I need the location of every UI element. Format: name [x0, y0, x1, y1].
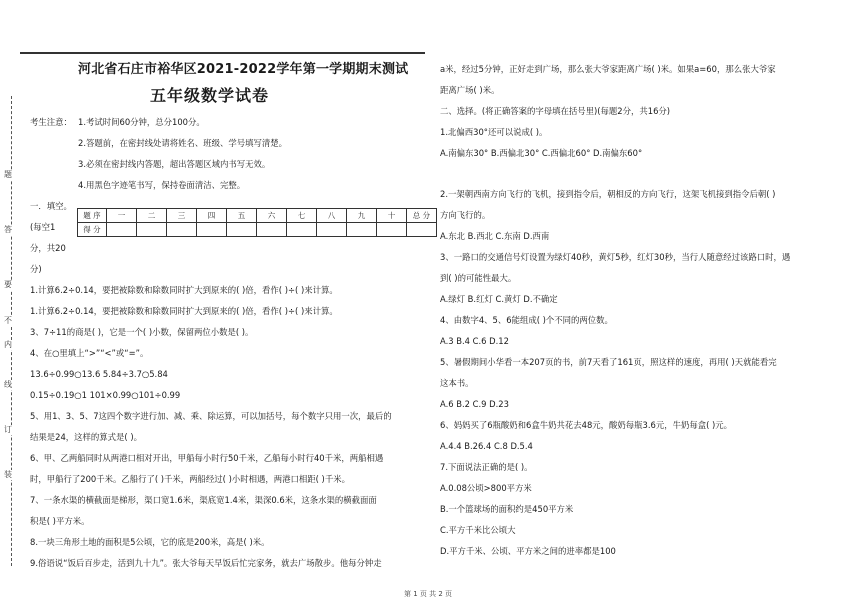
- score-input-cell[interactable]: [257, 223, 287, 237]
- score-table-cell: 十: [377, 209, 407, 223]
- score-table-cell: 得 分: [78, 223, 107, 237]
- score-input-cell[interactable]: [227, 223, 257, 237]
- choice-options: A.3 B.4 C.6 D.12: [440, 336, 509, 346]
- choice-option: D.平方千米、公顷、平方米之间的进率都是100: [440, 546, 616, 556]
- binding-char: 装: [4, 470, 12, 479]
- question-line: 到( )的可能性最大。: [440, 273, 517, 283]
- question-line: 8.一块三角形土地的面积是5公顷，它的底是200米，高是( )米。: [30, 537, 270, 547]
- score-table-cell: 三: [167, 209, 197, 223]
- score-table-cell: 题 序: [78, 209, 107, 223]
- score-table-header-row: [78, 209, 437, 223]
- question-line: 结果是24，这样的算式是( )。: [30, 432, 142, 442]
- choice-options: A.6 B.2 C.9 D.23: [440, 399, 509, 409]
- section-title: 二、选择。(将正确答案的字母填在括号里)(每题2分，共16分): [440, 106, 671, 116]
- question-line: 3、一路口的交通信号灯设置为绿灯40秒，黄灯5秒，红灯30秒，当行人随意经过该路口时，遇: [440, 252, 791, 262]
- question-line: 5、暑假期间小华看一本207页的书，前7天看了161页，照这样的速度，再用( )天就能看完: [440, 357, 777, 367]
- score-table-cell: 二: [137, 209, 167, 223]
- choice-option: C.平方千米比公顷大: [440, 525, 516, 535]
- binding-char: 订: [4, 425, 12, 434]
- choice-options: A.绿灯 B.红灯 C.黄灯 D.不确定: [440, 294, 558, 304]
- binding-char: 线: [4, 380, 12, 389]
- notice-item: 3.必须在密封线内答题，超出答题区域内书写无效。: [78, 159, 271, 169]
- exam-subtitle: 五年级数学试卷: [150, 86, 270, 105]
- score-table-cell: 七: [287, 209, 317, 223]
- choice-options: A.南偏东30° B.西偏北30° C.西偏北60° D.南偏东60°: [440, 148, 643, 158]
- header-rule: [20, 52, 425, 54]
- score-input-cell[interactable]: [317, 223, 347, 237]
- section-title: (每空1: [30, 222, 56, 232]
- question-line: 时，甲船行了200千米。乙船行了( )千米，两船经过( )小时相遇，两港口相距( )千米。: [30, 474, 350, 484]
- score-input-cell[interactable]: [347, 223, 377, 237]
- binding-dashed-line: [11, 96, 12, 566]
- question-line: 4、由数字4、5、6能组成( )个不同的两位数。: [440, 315, 613, 325]
- score-input-cell[interactable]: [197, 223, 227, 237]
- score-input-cell[interactable]: [137, 223, 167, 237]
- binding-char: 题: [4, 170, 12, 179]
- score-table-cell: 九: [347, 209, 377, 223]
- binding-char: 要: [4, 280, 12, 289]
- question-line: 这本书。: [440, 378, 474, 388]
- score-input-cell[interactable]: [287, 223, 317, 237]
- question-line: 4、在○里填上“>”“<”或“=”。: [30, 348, 149, 358]
- question-line: 9.俗语说“饭后百步走，活到九十九”。张大爷每天早饭后忙完家务，就去广场散步。他每分钟走: [30, 558, 382, 568]
- question-line: 7.下面说法正确的是( )。: [440, 462, 533, 472]
- question-line: 6、妈妈买了6瓶酸奶和6盒牛奶共花去48元，酸奶每瓶3.6元，牛奶每盒( )元。: [440, 420, 733, 430]
- question-line: 6、甲、乙两船同时从两港口相对开出，甲船每小时行50千米，乙船每小时行40千米，两船相遇: [30, 453, 384, 463]
- notice-item: 1.考试时间60分钟，总分100分。: [78, 117, 205, 127]
- exam-title: 河北省石庄市裕华区2021-2022学年第一学期期末测试: [78, 62, 409, 77]
- question-line: 7、一条水渠的横截面是梯形，渠口宽1.6米，渠底宽1.4米，渠深0.6米，这条水渠的横截面面: [30, 495, 377, 505]
- section-title: 分，共20: [30, 243, 66, 253]
- score-table-cell: 八: [317, 209, 347, 223]
- question-line: 5、用1、3、5、7这四个数字进行加、减、乘、除运算，可以加括号，每个数字只用一次，最后的: [30, 411, 392, 421]
- score-table-cell: 六: [257, 209, 287, 223]
- choice-option: A.0.08公顷>800平方米: [440, 483, 532, 493]
- choice-options: A.4.4 B.26.4 C.8 D.5.4: [440, 441, 533, 451]
- notice-item: 4.用黑色字迹笔书写，保持卷面清洁、完整。: [78, 180, 246, 190]
- score-input-cell[interactable]: [107, 223, 137, 237]
- binding-char: 答: [4, 225, 12, 234]
- notice-item: 2.答题前，在密封线处请将姓名、班级、学号填写清楚。: [78, 138, 287, 148]
- score-table-score-row: [78, 223, 437, 237]
- question-line: 方向飞行的。: [440, 210, 491, 220]
- question-line: 0.15÷0.19○1 101×0.99○101÷0.99: [30, 390, 181, 400]
- question-line: 13.6÷0.99○13.6 5.84÷3.7○5.84: [30, 369, 168, 379]
- binding-char: 不: [4, 316, 12, 325]
- notice-label: 考生注意：: [30, 117, 72, 127]
- score-table-cell: 一: [107, 209, 137, 223]
- binding-char: 内: [4, 340, 12, 349]
- section-title: 分): [30, 264, 42, 274]
- question-line: a米，经过5分钟，正好走到广场，那么张大爷家距离广场( )米。如果a=60，那么张大爷家: [440, 64, 776, 74]
- page-footer: 第 1 页 共 2 页: [404, 590, 453, 598]
- question-line: 距离广场( )米。: [440, 85, 500, 95]
- question-line: 积是( )平方米。: [30, 516, 90, 526]
- score-input-cell[interactable]: [167, 223, 197, 237]
- score-table: [77, 208, 437, 237]
- score-table-cell: 总 分: [407, 209, 437, 223]
- choice-option: B.一个篮球场的面积约是450平方米: [440, 504, 574, 514]
- score-input-cell[interactable]: [407, 223, 437, 237]
- section-title: 一．填空。: [30, 201, 72, 211]
- question-line: 1.北偏西30°还可以说成( )。: [440, 127, 548, 137]
- question-line: 1.计算6.2÷0.14，要把被除数和除数同时扩大到原来的( )倍，看作( )÷( )来计算。: [30, 285, 338, 295]
- score-table-cell: 四: [197, 209, 227, 223]
- score-table-cell: 五: [227, 209, 257, 223]
- question-line: 3、7÷11的商是( )，它是一个( )小数，保留两位小数是( )。: [30, 327, 254, 337]
- question-line: 1.计算6.2÷0.14，要把被除数和除数同时扩大到原来的( )倍，看作( )÷( )来计算。: [30, 306, 338, 316]
- question-line: 2.一架朝西南方向飞行的飞机，接到指令后，朝相反的方向飞行，这架飞机接到指令后朝( ): [440, 189, 776, 199]
- choice-options: A.东北 B.西北 C.东南 D.西南: [440, 231, 550, 241]
- score-input-cell[interactable]: [377, 223, 407, 237]
